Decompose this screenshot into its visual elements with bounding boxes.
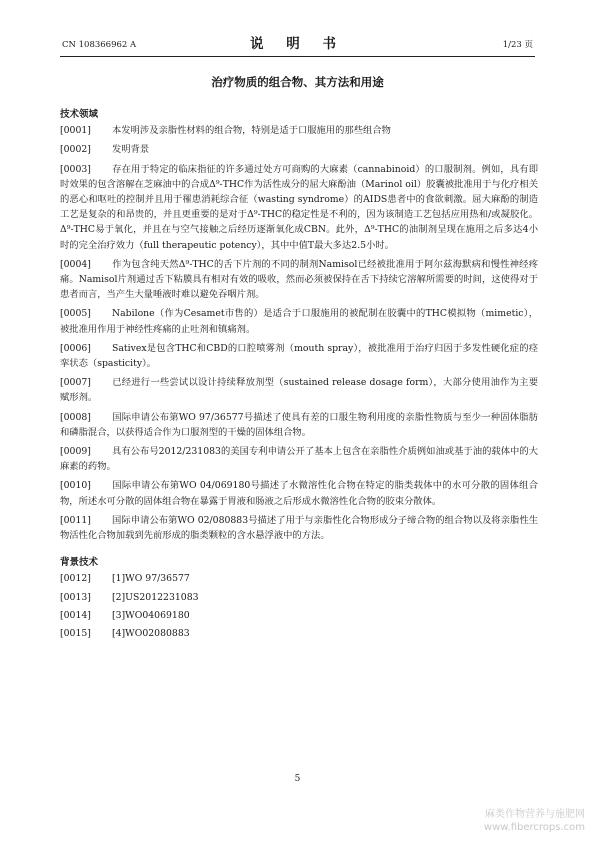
paragraph-text: 已经进行一些尝试以设计持续释放剂型（sustained release dosage form），大部分使用油作为主要赋形剂。 — [60, 377, 538, 404]
paragraph-number: [0004] — [60, 258, 91, 270]
paragraph-text: 国际申请公布第WO 02/080883号描述了用于与亲脂性化合物形成分子缔合物的组合物以及将亲脂性生物活性化合物加载到先前形成的脂类颗粒的含水悬浮液中的方法。 — [60, 514, 538, 542]
paragraph — [60, 142, 538, 157]
paragraph-text: [2]US2012231083 — [112, 591, 199, 603]
section-heading-technical-field: 技术领域 — [60, 109, 99, 120]
watermark-line: 麻类作物营养与施肥网 — [485, 809, 585, 820]
paragraph-number: [0009] — [60, 446, 91, 458]
watermark-url: www.fibercrops.com — [483, 822, 585, 833]
paragraph-number: [0001] — [60, 125, 91, 137]
page-info: 1/23 页 — [502, 40, 533, 50]
paragraph — [60, 513, 538, 543]
watermark — [484, 808, 585, 834]
paragraph — [60, 306, 538, 336]
paragraph-number: [0005] — [60, 308, 91, 320]
paragraph-number: [0008] — [60, 411, 91, 423]
paragraph-text: Nabilone（作为Cesamet市售的）是适合于口服施用的被配制在胶囊中的THC模拟物（mimetic），被批准用作用于神经性疼痛的止吐剂和镇痛剂。 — [60, 308, 538, 335]
section-heading-background: 背景技术 — [60, 557, 99, 569]
document-body — [60, 107, 538, 644]
paragraph-number: [0003] — [60, 163, 91, 175]
reference-list — [60, 571, 538, 641]
page-header — [60, 30, 535, 56]
paragraph-number: [0007] — [60, 377, 91, 389]
paragraph-text: [4]WO02080883 — [112, 628, 190, 640]
reference-item — [60, 590, 538, 605]
paragraph — [60, 410, 538, 440]
paragraph-text: 国际申请公布第WO 97/36577号描述了使具有差的口服生物利用度的亲脂性物质与至少一种固体脂肪和磷脂混合，以获得适合作为口服剂型的干燥的固体组合物。 — [60, 411, 538, 438]
paragraph-text: Sativex是包含THC和CBD的口腔喷雾剂（mouth spray），被批准用于治疗归因于多发性硬化症的痉挛状态（spasticity）。 — [60, 342, 538, 370]
paragraph — [60, 341, 538, 371]
paragraph-text: [3]WO04069180 — [112, 609, 190, 621]
page-number: 5 — [294, 774, 301, 784]
reference-item — [60, 626, 538, 641]
paragraph-number: [0006] — [60, 342, 91, 354]
paragraph-text: 存在用于特定的临床指征的许多通过处方可商购的大麻素（cannabinoid）的口服制剂。例如，具有即时效果的包含溶解在芝麻油中的合成Δ⁹-THC作为活性成分的屈大麻酚油（Marinol oil）胶囊被批准用于与化疗相关的恶心和呕吐的控制并且用于罹患消耗综合征（wasting syndrome）的AIDS患者中的食欲刺激。屈大麻酚的制造工艺是复杂的和昂贵的，并且更重要的是对于Δ⁹-THC的稳定性是不利的，因为该制造工艺包括应用热和/或凝胶化。Δ⁹-THC易于氧化，并且在与空气接触之后经历逐渐氧化成CBN。此外，Δ⁹-THC的油制剂呈现在施用之后多达4小时的完全治疗效力（full therapeutic potency），其中中值T最大多达2.5小时。 — [60, 163, 538, 251]
section-title: 说 明 书 — [250, 36, 345, 52]
paragraph-text: 国际申请公布第WO 04/069180号描述了水微溶性化合物在特定的脂类载体中的水可分散的固体组合物，所述水可分散的固体组合物在暴露于胃液和肠液之后形成水微溶性化合物的胶束分散体。 — [60, 480, 538, 507]
paragraph-number: [0013] — [60, 591, 91, 603]
paragraph-number: [0010] — [60, 480, 91, 492]
paragraph-number: [0014] — [60, 609, 91, 621]
reference-item — [60, 571, 538, 586]
paragraph — [60, 375, 538, 405]
document-title: 治疗物质的组合物、其方法和用途 — [211, 75, 384, 89]
paragraph-number: [0011] — [60, 514, 91, 526]
paragraph-text: 发明背景 — [112, 144, 150, 156]
paragraph-text: 作为包含纯天然Δ⁹-THC的舌下片剂的不同的制剂Namisol已经被批准用于阿尔兹海默病和慢性神经疼痛。Namisol片剂通过舌下粘膜具有相对有效的吸收，然而必须被保持在舌下持续它溶解所需要的时间，这使得对于患者而言，当产生大量唾液时难以避免吞咽片剂。 — [60, 258, 538, 301]
paragraph — [60, 478, 538, 508]
paragraph — [60, 123, 538, 138]
paragraph-number: [0012] — [60, 573, 91, 585]
header-rule — [60, 56, 535, 57]
paragraph — [60, 162, 538, 253]
paragraph-number: [0002] — [60, 144, 91, 156]
paragraph-text: 本发明涉及亲脂性材料的组合物，特别是适于口服施用的那些组合物 — [112, 125, 391, 137]
paragraph-text: 具有公布号2012/231083的美国专利申请公开了基本上包含在亲脂性介质例如油或基于油的载体中的大麻素的药物。 — [60, 446, 538, 473]
reference-item — [60, 608, 538, 623]
paragraph-number: [0015] — [60, 628, 91, 640]
paragraph-text: [1]WO 97/36577 — [112, 573, 190, 585]
paragraph-list — [60, 123, 538, 543]
paragraph — [60, 444, 538, 474]
doc-number: CN 108366962 A — [62, 40, 137, 50]
paragraph — [60, 257, 538, 303]
